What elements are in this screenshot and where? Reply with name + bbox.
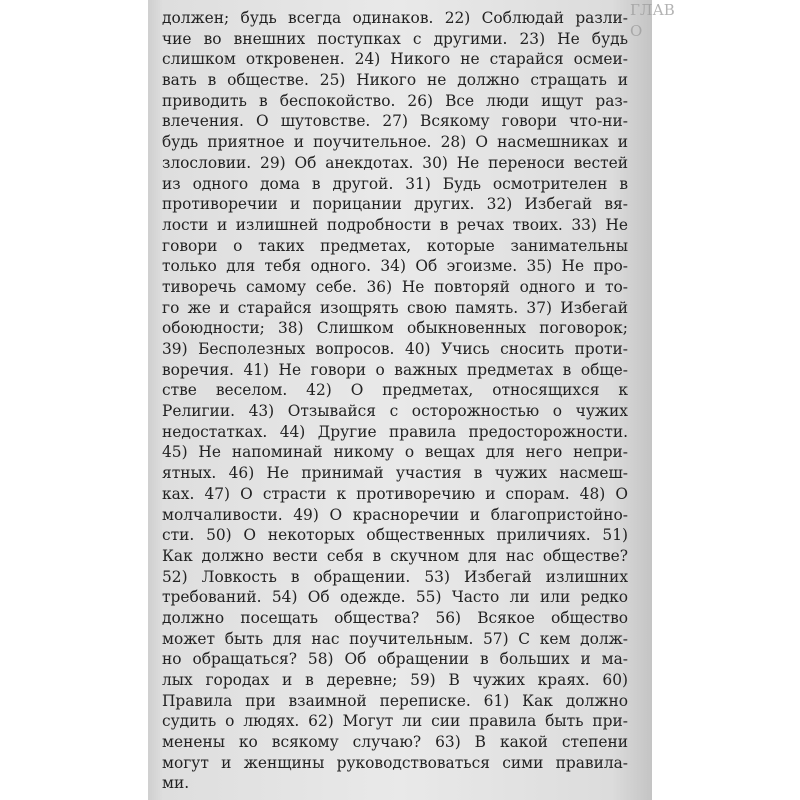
text-line: влечения. О шутовстве. 27) Всякому говори что-ни- (162, 112, 628, 131)
text-line: менены ко всякому случаю? 63) В какой степени (162, 733, 628, 752)
text-line: чие во внешних поступках с другими. 23) Не будь (162, 29, 628, 48)
text-line: стве веселом. 42) О предметах, относящихся к (162, 381, 628, 400)
text-line: приводить в беспокойство. 26) Все люди ищут раз- (162, 91, 628, 110)
text-line: должно посещать общества? 56) Всякое общество (162, 608, 628, 627)
text-line: но обращаться? 58) Об обращении в больших и ма- (162, 650, 628, 669)
text-line: из одного дома в другой. 31) Будь осмотрителен в (162, 174, 628, 193)
page-text (162, 8, 628, 794)
text-line: вать в обществе. 25) Никого не должно стращать и (162, 71, 628, 90)
text-line: обоюдности; 38) Слишком обыкновенных поговорок; (162, 319, 628, 338)
text-line: Как должно вести себя в скучном для нас обществе? (162, 546, 628, 565)
text-line: ках. 47) О страсти к противоречию и спорам. 48) О (162, 484, 628, 503)
text-line: сти. 50) О некоторых общественных приличиях. 51) (162, 526, 628, 545)
text-line: должен; будь всегда одинаков. 22) Соблюдай разли- (162, 9, 628, 27)
text-line: только для тебя одного. 34) Об эгоизме. 35) Не про- (162, 257, 628, 276)
text-line: говори о таких предметах, которые занимательны (162, 236, 628, 255)
text-line: воречия. 41) Не говори о важных предметах в обще- (162, 360, 628, 379)
bleed-through-text (630, 0, 675, 800)
text-line: ятных. 46) Не принимай участия в чужих насмеш- (162, 464, 628, 483)
text-line: будь приятное и поучительное. 28) О насмешниках и (162, 133, 628, 152)
bleed-line: ГЛАВ (630, 1, 675, 19)
text-line: 39) Бесполезных вопросов. 40) Учись сносить проти- (162, 340, 628, 358)
bleed-line: О (630, 21, 643, 40)
text-line: 52) Ловкость в обращении. 53) Избегай излишних (162, 567, 628, 586)
text-line: требований. 54) Об одежде. 55) Часто ли или редко (162, 588, 628, 607)
text-line: 45) Не напоминай никому о вещах для него непри- (162, 443, 628, 462)
text-line: молчаливости. 49) О красноречии и благопристойно- (162, 505, 628, 524)
text-line: лых городах и в деревне; 59) В чужих краях. 60) (162, 671, 628, 689)
text-line: ми. (162, 774, 190, 793)
text-line: злословии. 29) Об анекдотах. 30) Не переноси вестей (162, 153, 628, 172)
text-line: противоречии и порицании других. 32) Избегай вя- (162, 195, 628, 214)
text-line: судить о людях. 62) Могут ли сии правила быть при- (162, 712, 628, 731)
scanned-page (148, 0, 675, 800)
text-line: го же и старайся изощрять свою память. 37) Избегай (162, 298, 628, 317)
text-line: Правила при взаимной переписке. 61) Как должно (162, 691, 628, 710)
text-line: лости и излишней подробности в речах твоих. 33) Не (162, 215, 628, 234)
text-line: могут и женщины руководствоваться сими правила- (162, 753, 628, 772)
text-line: Религии. 43) Отзывайся с осторожностью о чужих (162, 402, 628, 421)
text-line: недостатках. 44) Другие правила предосторожности. (162, 422, 628, 441)
text-line: тиворечь самому себе. 36) Не повторяй одного и то- (162, 277, 628, 296)
text-line: слишком откровенен. 24) Никого не старайся осмеи- (162, 50, 628, 69)
text-line: может быть для нас поучительным. 57) С кем долж- (162, 629, 628, 648)
